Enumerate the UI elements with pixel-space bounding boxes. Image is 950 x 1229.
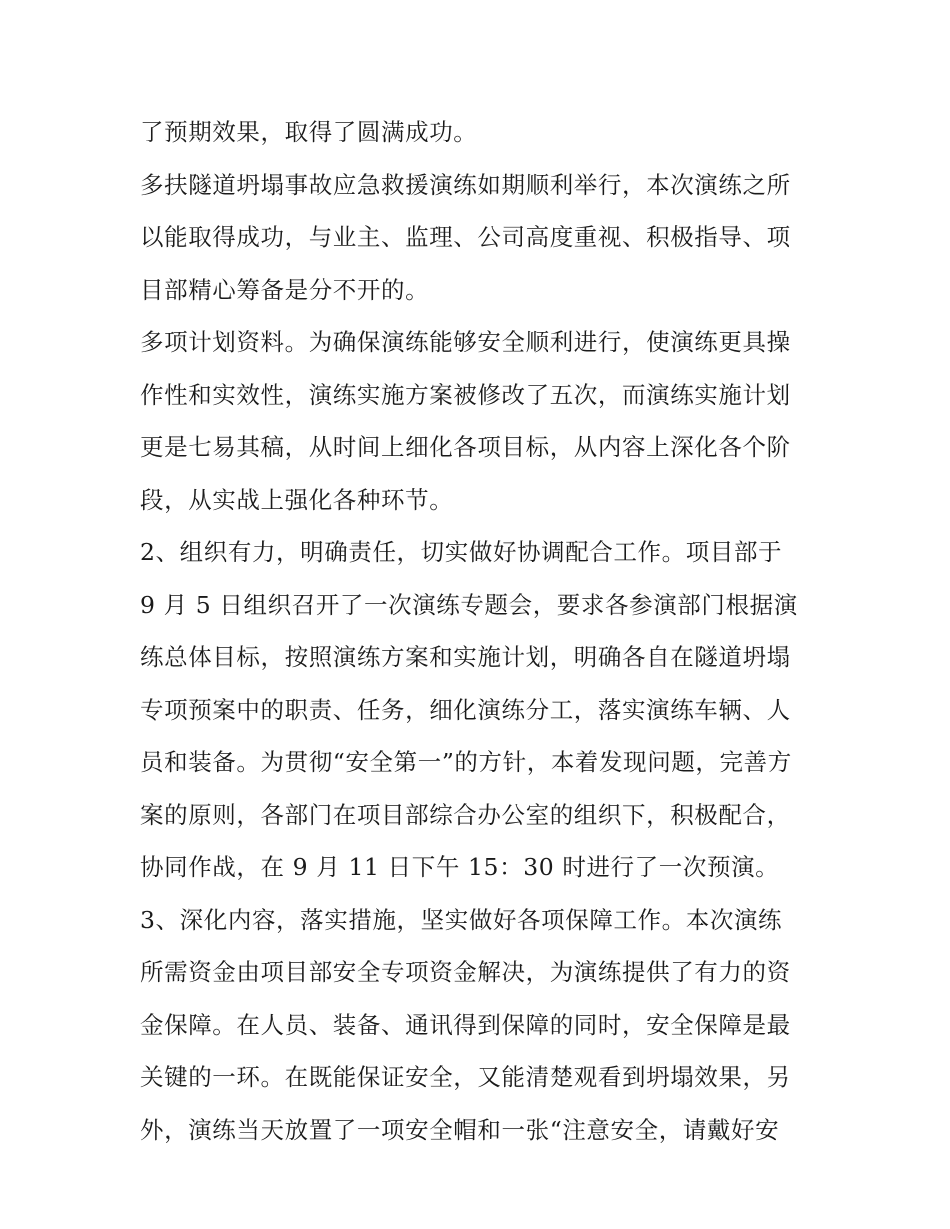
text-line: 金保障。在人员、装备、通讯得到保障的同时，安全保障是最: [140, 1010, 791, 1039]
text-line: 目部精心筹备是分不开的。: [140, 275, 430, 304]
text-line: 练总体目标，按照演练方案和实施计划，明确各自在隧道坍塌: [140, 643, 791, 671]
text-line: 所需资金由项目部安全专项资金解决，为演练提供了有力的资: [140, 958, 791, 986]
text-line: 多扶隧道坍塌事故应急救援演练如期顺利举行，本次演练之所: [140, 170, 791, 199]
text-line: 案的原则，各部门在项目部综合办公室的组织下，积极配合，: [140, 800, 791, 829]
text-line: 了预期效果，取得了圆满成功。: [140, 118, 478, 146]
text-line: 协同作战，在 9 月 11 日下午 15：30 时进行了一次预演。: [140, 853, 780, 881]
text-line: 2、组织有力，明确责任，切实做好协调配合工作。项目部于: [140, 538, 783, 566]
text-line: 作性和实效性，演练实施方案被修改了五次，而演练实施计划: [140, 380, 791, 409]
text-line: 员和装备。为贯彻“安全第一”的方针，本着发现问题，完善方: [140, 748, 792, 776]
text-line: 以能取得成功，与业主、监理、公司高度重视、积极指导、项: [140, 223, 791, 251]
text-line: 3、深化内容，落实措施，坚实做好各项保障工作。本次演练: [140, 905, 783, 934]
text-line: 专项预案中的职责、任务，细化演练分工，落实演练车辆、人: [140, 695, 791, 724]
text-line: 关键的一环。在既能保证安全，又能清楚观看到坍塌效果，另: [140, 1063, 791, 1091]
text-line: 段，从实战上强化各种环节。: [140, 485, 454, 514]
body-text: [140, 106, 820, 1156]
text-line: 多项计划资料。为确保演练能够安全顺利进行，使演练更具操: [140, 328, 791, 356]
text-line: 外，演练当天放置了一项安全帽和一张“注意安全，请戴好安: [140, 1115, 780, 1144]
text-line: 更是七易其稿，从时间上细化各项目标，从内容上深化各个阶: [140, 433, 791, 461]
text-line: 9 月 5 日组织召开了一次演练专题会，要求各参演部门根据演: [140, 590, 798, 619]
